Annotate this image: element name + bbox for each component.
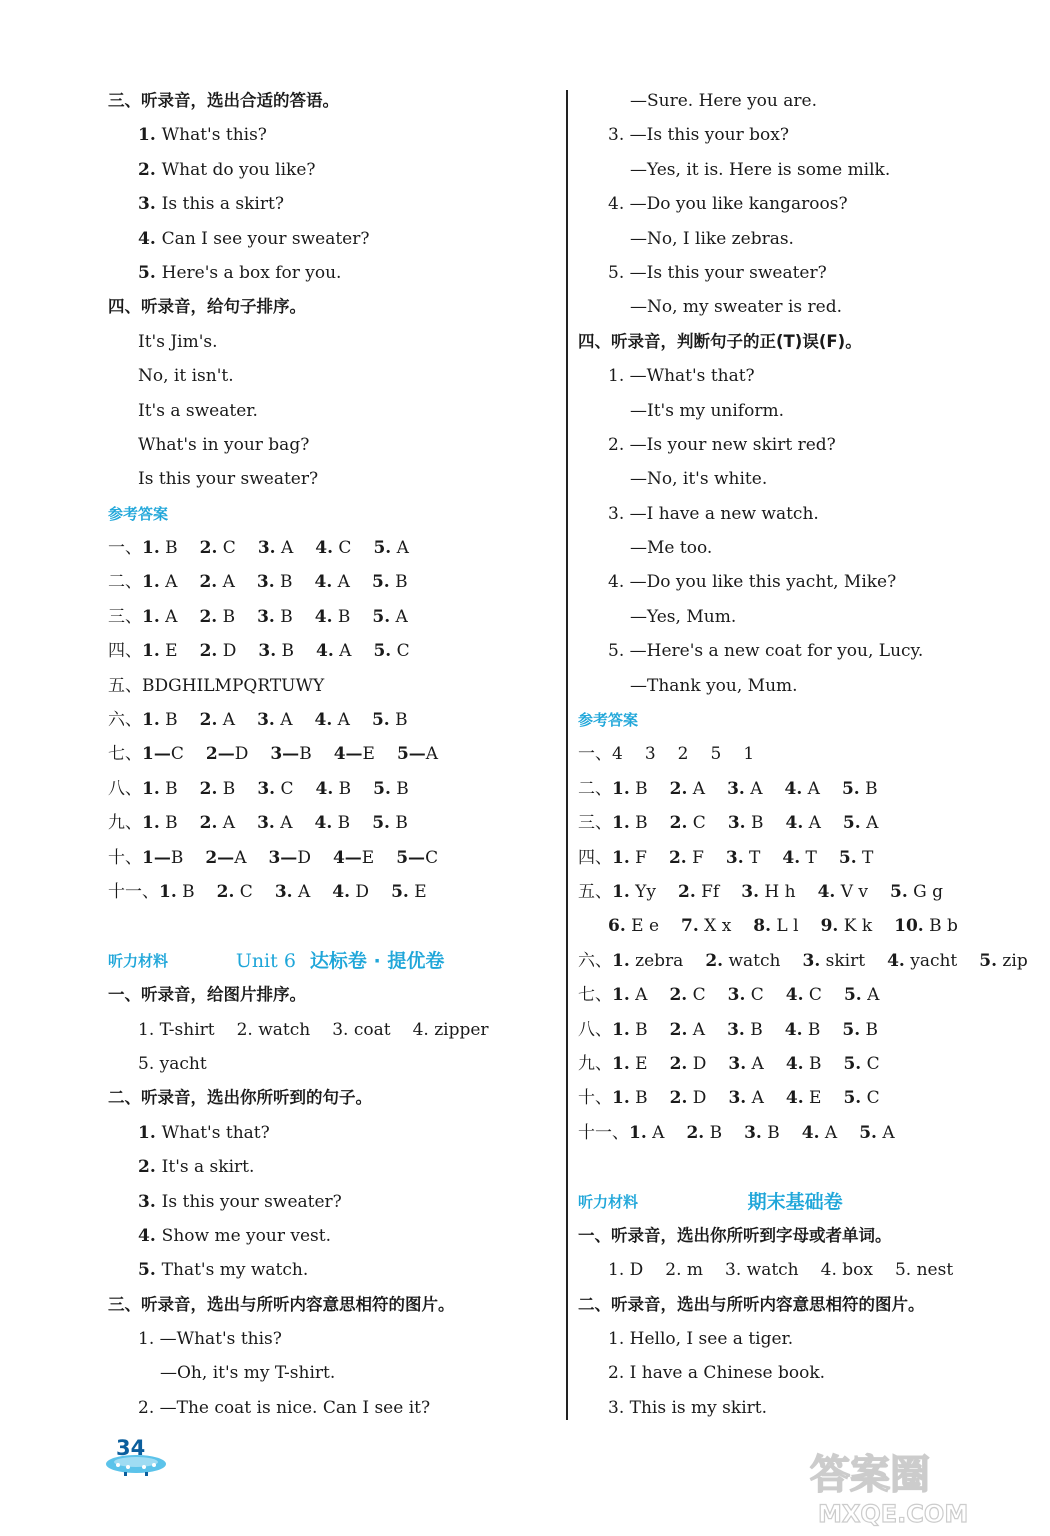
answer-item: 6. E e xyxy=(608,916,660,937)
answer-section-label: 十、 xyxy=(108,847,142,868)
section-title: 四、听录音，给句子排序。 xyxy=(108,297,306,317)
answer-item: 3. B xyxy=(727,1019,763,1040)
watermark-text: 答案圈 xyxy=(810,1452,930,1498)
answer-item: 1. B xyxy=(142,538,178,559)
list-item: It's a sweater. xyxy=(138,400,258,421)
answer-item: 3. T xyxy=(725,847,761,868)
answer-item: 3. B xyxy=(258,641,295,662)
answer-item: 4. B xyxy=(784,1019,821,1040)
answer-section-label: 六、 xyxy=(578,950,612,971)
answer-section-label: 一、 xyxy=(578,744,612,765)
answer-item: 2. C xyxy=(669,813,706,834)
answer-item: 10. B b xyxy=(894,916,958,937)
answer-item: 1. A xyxy=(612,985,648,1006)
dialog-answer: —It's my uniform. xyxy=(630,400,784,421)
answer-item: 4. C xyxy=(785,985,822,1006)
list-item: 2. I have a Chinese book. xyxy=(608,1363,826,1384)
list-item xyxy=(108,1013,548,1047)
answer-item: 4. A xyxy=(801,1122,838,1143)
answer-item: 5. A xyxy=(842,813,879,834)
list-item: It's Jim's. xyxy=(138,331,218,352)
answer-item: 3 xyxy=(644,744,656,765)
answer-item: 5. C xyxy=(843,1088,880,1109)
answer-item: 2. D xyxy=(199,641,237,662)
answer-item: 3. B xyxy=(727,813,764,834)
list-item: 5. yacht xyxy=(138,1053,207,1074)
answer-section-label: 四、 xyxy=(578,847,612,868)
section-title: 二、听录音，选出你所听到的句子。 xyxy=(108,1088,372,1108)
answer-item: 4. A xyxy=(784,778,820,799)
answer-item: 5. B xyxy=(371,710,408,731)
answer-item: 1. B xyxy=(612,1088,648,1109)
list-item: 3. This is my skirt. xyxy=(608,1397,767,1418)
answer-row xyxy=(108,565,548,599)
answer-item: 5—A xyxy=(396,744,439,765)
inline-item: 1. T-shirt xyxy=(138,1019,215,1040)
answer-item: 2. C xyxy=(199,538,236,559)
dialog-question: 1. —What's that? xyxy=(608,366,755,387)
answer-item: 4. V v xyxy=(817,881,869,902)
answer-row xyxy=(578,944,1028,978)
watermark-url: MXQE.COM xyxy=(818,1500,969,1528)
answer-item: 4. C xyxy=(315,538,352,559)
right-column xyxy=(578,84,1028,1425)
answer-item: 5. B xyxy=(371,572,408,593)
answer-item: 2. A xyxy=(199,710,236,731)
answer-section-label: 三、 xyxy=(578,813,612,834)
answer-item: 5 xyxy=(710,744,722,765)
inline-item: 4. box xyxy=(820,1260,873,1281)
answer-item: 3. A xyxy=(728,1053,764,1074)
answer-item: 4—E xyxy=(333,744,375,765)
answer-item: 1. B xyxy=(612,1019,648,1040)
dialog-question: 2. —The coat is nice. Can I see it? xyxy=(138,1397,431,1418)
answer-item: 2—D xyxy=(205,744,249,765)
dialog-question: 3. —I have a new watch. xyxy=(608,503,819,524)
answer-row xyxy=(108,875,548,909)
list-item: 5. Here's a box for you. xyxy=(138,262,342,283)
answer-item: 7. X x xyxy=(681,916,732,937)
listening-label: 听力材料 xyxy=(108,951,169,970)
answer-item: 3. A xyxy=(274,881,311,902)
list-item: What's in your bag? xyxy=(138,434,310,455)
answer-item: 2. A xyxy=(199,813,236,834)
answer-item: 4. B xyxy=(314,813,351,834)
answer-item: 1. B xyxy=(612,813,648,834)
answer-item: 1. B xyxy=(612,778,648,799)
answer-item: 5—C xyxy=(396,847,439,868)
answer-item: 1. B xyxy=(142,778,178,799)
section-title: 一、听录音，选出你所听到字母或者单词。 xyxy=(578,1225,892,1245)
answer-section-label: 四、 xyxy=(108,641,142,662)
answer-item: 2. B xyxy=(686,1122,723,1143)
answer-item: 4. E xyxy=(785,1088,822,1109)
list-item: 3. Is this a skirt? xyxy=(138,194,284,215)
answer-row xyxy=(108,806,548,840)
dialog-answer: —Sure. Here you are. xyxy=(630,91,817,111)
inline-item: 3. coat xyxy=(332,1019,391,1040)
inline-item: 4. zipper xyxy=(412,1019,489,1040)
dialog-question: 5. —Here's a new coat for you, Lucy. xyxy=(608,641,924,662)
list-item: 4. Can I see your sweater? xyxy=(138,228,370,249)
answer-item: 2—A xyxy=(205,847,247,868)
answer-row xyxy=(578,875,988,909)
answer-section-label: 八、 xyxy=(578,1019,612,1040)
answer-section-label: 八、 xyxy=(108,778,142,799)
answer-item: 1. B xyxy=(159,881,195,902)
answer-item: 2. B xyxy=(199,606,236,627)
list-item: No, it isn't. xyxy=(138,366,234,387)
answer-item: 5. E xyxy=(391,881,427,902)
answer-row xyxy=(578,909,988,943)
dialog-question: 4. —Do you like this yacht, Mike? xyxy=(608,572,897,593)
answer-item: 2. C xyxy=(216,881,253,902)
list-item: 5. That's my watch. xyxy=(138,1260,309,1281)
dialog-answer: —No, my sweater is red. xyxy=(630,297,842,318)
answer-item: 1. F xyxy=(612,847,647,868)
answer-section-label: 九、 xyxy=(108,813,142,834)
answer-item: 3. B xyxy=(744,1122,780,1143)
answer-item: 3—B xyxy=(270,744,312,765)
answer-item: 1—C xyxy=(142,744,184,765)
answer-row xyxy=(578,1013,988,1047)
answer-item: 8. L l xyxy=(753,916,799,937)
answer-item: 2. F xyxy=(668,847,704,868)
answer-row xyxy=(108,772,548,806)
page-number: 34 xyxy=(116,1436,146,1460)
answer-row xyxy=(578,1047,988,1081)
answer-item: 3—D xyxy=(268,847,311,868)
answer-row xyxy=(108,600,548,634)
answer-item: 5. B xyxy=(372,813,408,834)
list-item: 2. What do you like? xyxy=(138,159,316,180)
answer-item: 3. B xyxy=(257,606,293,627)
answer-row xyxy=(108,703,548,737)
section-title: 三、听录音，选出与所听内容意思相符的图片。 xyxy=(108,1294,455,1314)
unit-title: Unit 6 达标卷 · 提优卷 xyxy=(235,949,445,972)
answer-row xyxy=(578,841,988,875)
answer-item: 3. H h xyxy=(741,881,796,902)
answer-item: 5. C xyxy=(843,1053,880,1074)
answer-item: 5. B xyxy=(842,1019,879,1040)
answer-item: 5. A xyxy=(843,985,880,1006)
answer-section-label: 三、 xyxy=(108,606,142,627)
answer-item: 2. D xyxy=(669,1053,707,1074)
listening-label: 听力材料 xyxy=(578,1192,639,1211)
answer-row xyxy=(108,634,548,668)
answer-item: 1. A xyxy=(142,572,178,593)
answer-item: 4. A xyxy=(785,813,821,834)
inline-item: 1. D xyxy=(608,1260,644,1281)
dialog-question: 2. —Is your new skirt red? xyxy=(608,434,836,455)
answer-item: 1—B xyxy=(142,847,184,868)
answer-row xyxy=(578,978,988,1012)
answer-item: 1. zebra xyxy=(612,950,684,971)
answer-item: 5. A xyxy=(372,606,408,627)
answer-item: 5. A xyxy=(373,538,409,559)
dialog-answer: —Thank you, Mum. xyxy=(630,675,798,696)
answer-row xyxy=(108,737,548,771)
list-item: 1. What's that? xyxy=(138,1122,270,1143)
answer-row xyxy=(578,1116,988,1150)
answer-item: 4. yacht xyxy=(887,950,958,971)
dialog-question: 1. —What's this? xyxy=(138,1329,282,1350)
answer-list xyxy=(578,737,1028,1150)
answer-item: 4. B xyxy=(315,778,352,799)
list-item xyxy=(578,1253,988,1287)
section-title: 二、听录音，选出与所听内容意思相符的图片。 xyxy=(578,1294,925,1314)
answer-item: 4. D xyxy=(332,881,370,902)
dialog-answer: —Oh, it's my T-shirt. xyxy=(160,1363,336,1384)
answer-item: 5. zip xyxy=(979,950,1028,971)
answer-item: 5. B xyxy=(373,778,409,799)
answer-item: 5. T xyxy=(838,847,874,868)
answer-item: 2. B xyxy=(199,778,236,799)
answer-item: 4. A xyxy=(314,710,350,731)
answer-row xyxy=(578,806,988,840)
answers-label: 参考答案 xyxy=(108,504,169,523)
answer-item: 1. A xyxy=(629,1122,665,1143)
dialog-question: 4. —Do you like kangaroos? xyxy=(608,194,848,215)
answer-item: 1 xyxy=(743,744,755,765)
answer-section-label: 五、 xyxy=(108,675,142,696)
answer-section-label: 七、 xyxy=(108,744,142,765)
answer-item: 1. Yy xyxy=(612,881,656,902)
answer-section-label: 十、 xyxy=(578,1088,612,1109)
answers-label: 参考答案 xyxy=(578,711,639,730)
answer-item: 3. B xyxy=(256,572,293,593)
answer-item: 4 xyxy=(612,744,623,765)
answer-item: 5. B xyxy=(841,778,878,799)
dialog-question: 3. —Is this your box? xyxy=(608,125,789,146)
answer-row xyxy=(578,1081,988,1115)
answer-item: 2. watch xyxy=(705,950,781,971)
answer-item: 3. C xyxy=(257,778,294,799)
answer-item: 1. B xyxy=(142,813,178,834)
answer-item: 3. A xyxy=(257,538,294,559)
answer-item: 2. A xyxy=(669,1019,706,1040)
answer-item: 5. C xyxy=(373,641,410,662)
answer-section-label: 十一、 xyxy=(108,881,159,902)
answer-section-label: 二、 xyxy=(578,778,612,799)
answer-item: 5. G g xyxy=(890,881,944,902)
answer-item: 1. A xyxy=(142,606,178,627)
answer-row xyxy=(578,772,988,806)
dialog-answer: —Yes, it is. Here is some milk. xyxy=(630,159,891,180)
watermark-logo xyxy=(800,1440,990,1530)
answer-item: 9. K k xyxy=(820,916,873,937)
answer-item: 2. C xyxy=(669,985,706,1006)
answer-item: BDGHILMPQRTUWY xyxy=(142,675,325,696)
dialog-answer: —Yes, Mum. xyxy=(630,606,737,627)
section-title: 四、听录音，判断句子的正(T)误(F)。 xyxy=(578,331,862,351)
answer-item: 2. A xyxy=(199,572,235,593)
list-item: 3. Is this your sweater? xyxy=(138,1191,342,1212)
dialog-list xyxy=(578,359,988,703)
answer-section-label: 十一、 xyxy=(578,1122,629,1143)
answer-list xyxy=(108,531,548,909)
answer-item: 4—E xyxy=(332,847,375,868)
answer-item: 2. Ff xyxy=(677,881,720,902)
list-item: 1. Hello, I see a tiger. xyxy=(608,1329,794,1350)
final-exam-title: 期末基础卷 xyxy=(747,1190,843,1213)
answer-section-label: 一、 xyxy=(108,538,142,559)
answer-item: 1. E xyxy=(612,1053,648,1074)
answer-item: 4. A xyxy=(314,572,350,593)
answer-item: 3. A xyxy=(727,778,763,799)
answer-item: 4. B xyxy=(314,606,351,627)
inline-item: 2. watch xyxy=(236,1019,311,1040)
dialog-answer: —No, it's white. xyxy=(630,469,768,490)
answer-item: 1. B xyxy=(142,710,178,731)
answer-item: 3. A xyxy=(257,710,293,731)
answer-item: 4. A xyxy=(316,641,352,662)
answer-item: 5. A xyxy=(859,1122,895,1143)
answer-item: 1. E xyxy=(142,641,178,662)
answer-item: 4. B xyxy=(785,1053,822,1074)
dialog-answer: —Me too. xyxy=(630,538,713,559)
column-divider xyxy=(566,90,568,1420)
answer-row xyxy=(108,531,548,565)
answer-section-label: 六、 xyxy=(108,710,142,731)
answer-item: 3. skirt xyxy=(802,950,866,971)
inline-item: 2. m xyxy=(665,1260,704,1281)
answer-item: 2. D xyxy=(669,1088,707,1109)
answer-row xyxy=(108,841,548,875)
inline-item: 3. watch xyxy=(725,1260,799,1281)
section-title: 三、听录音，选出合适的答语。 xyxy=(108,91,339,110)
dialog-question: 5. —Is this your sweater? xyxy=(608,262,827,283)
section-title: 一、听录音，给图片排序。 xyxy=(108,985,306,1005)
answer-row xyxy=(108,669,548,703)
dialog-answer: —No, I like zebras. xyxy=(630,228,794,249)
answer-section-label: 五、 xyxy=(578,881,612,902)
answer-item: 2. A xyxy=(669,778,706,799)
list-item: 4. Show me your vest. xyxy=(138,1225,331,1246)
left-column xyxy=(108,84,548,1425)
answer-item: 3. C xyxy=(727,985,764,1006)
answer-item: 4. T xyxy=(782,847,817,868)
answer-section-label: 七、 xyxy=(578,985,612,1006)
answer-item: 3. A xyxy=(257,813,293,834)
answer-item: 3. A xyxy=(728,1088,764,1109)
inline-item: 5. nest xyxy=(894,1260,954,1281)
list-item: Is this your sweater? xyxy=(138,469,319,490)
answer-row xyxy=(578,737,988,771)
list-item: 2. It's a skirt. xyxy=(138,1157,255,1178)
answer-item: 2 xyxy=(677,744,689,765)
answer-section-label: 九、 xyxy=(578,1053,612,1074)
answer-section-label: 二、 xyxy=(108,572,142,593)
list-item: 1. What's this? xyxy=(138,125,267,146)
